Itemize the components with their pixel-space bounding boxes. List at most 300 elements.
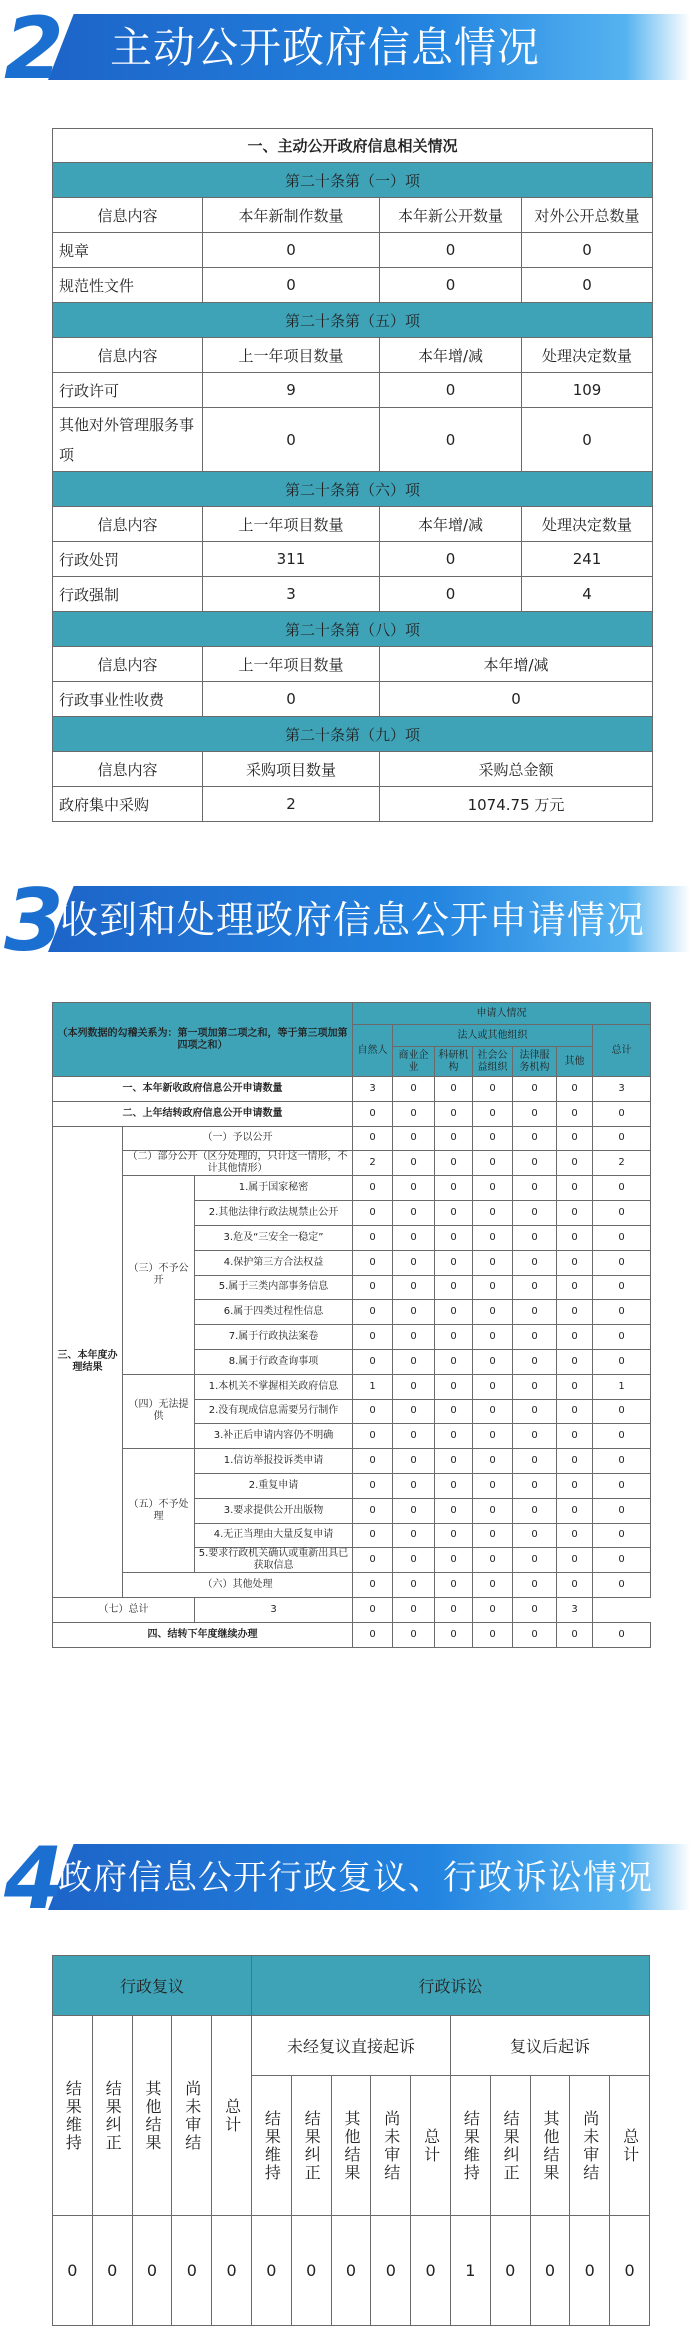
cell: 0 bbox=[513, 1126, 557, 1151]
group-head: 第二十条第（八）项 bbox=[53, 612, 653, 647]
col-header: 其他结果 bbox=[142, 2079, 162, 2152]
col-header: 采购总金额 bbox=[380, 752, 653, 787]
row-label: 一、本年新收政府信息公开申请数量 bbox=[53, 1077, 353, 1102]
col-header: 上一年项目数量 bbox=[203, 507, 380, 542]
review-col bbox=[172, 2016, 212, 2216]
cell: 2 bbox=[353, 1151, 393, 1176]
cell: 其他对外管理服务事项 bbox=[53, 408, 203, 472]
table-row bbox=[53, 408, 653, 472]
row-label: 3.要求提供公开出版物 bbox=[195, 1498, 353, 1523]
after-col bbox=[490, 2076, 530, 2216]
cell: 0 bbox=[473, 1374, 513, 1399]
table-row bbox=[53, 682, 653, 717]
direct-col bbox=[252, 2076, 292, 2216]
cell: 0 bbox=[393, 1101, 435, 1126]
cell: 0 bbox=[435, 1374, 473, 1399]
cell: 0 bbox=[393, 1399, 435, 1424]
cell: 0 bbox=[513, 1449, 557, 1474]
cell: 规范性文件 bbox=[53, 268, 203, 303]
table-row bbox=[53, 1151, 651, 1176]
cell: 0 bbox=[513, 1598, 557, 1623]
cell: 0 bbox=[593, 1573, 651, 1598]
table-row bbox=[53, 373, 653, 408]
cell: 0 bbox=[473, 1498, 513, 1523]
cell: 3 bbox=[203, 577, 380, 612]
cell: 0 bbox=[513, 1424, 557, 1449]
cell: 行政事业性收费 bbox=[53, 682, 203, 717]
row-label: 二、上年结转政府信息公开申请数量 bbox=[53, 1101, 353, 1126]
corner-note: （本列数据的勾稽关系为：第一项加第二项之和，等于第三项加第四项之和） bbox=[53, 1003, 353, 1077]
cell: 0 bbox=[473, 1548, 513, 1573]
cell: 0 bbox=[557, 1275, 593, 1300]
table-row bbox=[53, 268, 653, 303]
cell: 0 bbox=[393, 1523, 435, 1548]
cell: 0 bbox=[593, 1325, 651, 1350]
cell: 0 bbox=[380, 542, 522, 577]
cell: 0 bbox=[513, 1077, 557, 1102]
table-row bbox=[53, 1449, 651, 1474]
cell: 0 bbox=[203, 233, 380, 268]
cell: 1 bbox=[450, 2216, 490, 2326]
table-row bbox=[53, 1573, 651, 1598]
cell: 0 bbox=[513, 1573, 557, 1598]
cell: 0 bbox=[490, 2216, 530, 2326]
review-col bbox=[53, 2016, 93, 2216]
cell: 0 bbox=[513, 1275, 557, 1300]
after-col bbox=[570, 2076, 610, 2216]
cell: 0 bbox=[593, 1275, 651, 1300]
cell: 0 bbox=[380, 408, 522, 472]
cell: 0 bbox=[393, 1275, 435, 1300]
cell: 0 bbox=[557, 1225, 593, 1250]
values-row bbox=[53, 2216, 650, 2326]
cell: 0 bbox=[557, 1325, 593, 1350]
cell: 0 bbox=[353, 1126, 393, 1151]
cell: 0 bbox=[435, 1424, 473, 1449]
cell: 0 bbox=[513, 1250, 557, 1275]
cell: 0 bbox=[353, 1598, 393, 1623]
cell: 0 bbox=[353, 1473, 393, 1498]
cell: 0 bbox=[380, 373, 522, 408]
cell: 0 bbox=[473, 1077, 513, 1102]
section-number: 3 bbox=[4, 871, 64, 971]
col-header: 总计 bbox=[421, 2127, 441, 2164]
cell: 0 bbox=[593, 1126, 651, 1151]
cell: 0 bbox=[513, 1349, 557, 1374]
cell: 0 bbox=[435, 1101, 473, 1126]
col-header: 尚未审结 bbox=[381, 2109, 401, 2182]
cell: 0 bbox=[435, 1176, 473, 1201]
cell: 0 bbox=[53, 2216, 93, 2326]
cell: 0 bbox=[435, 1598, 473, 1623]
col-header: 本年新公开数量 bbox=[380, 198, 522, 233]
cell: 0 bbox=[557, 1126, 593, 1151]
col-header: 结果维持 bbox=[262, 2109, 282, 2182]
cell: 0 bbox=[435, 1250, 473, 1275]
cell: 0 bbox=[513, 1523, 557, 1548]
result-group-label: 三、本年度办理结果 bbox=[53, 1126, 123, 1598]
col-header: 科研机构 bbox=[435, 1047, 473, 1077]
cell: 3 bbox=[593, 1077, 651, 1102]
cell: 0 bbox=[473, 1523, 513, 1548]
cell: 0 bbox=[557, 1151, 593, 1176]
cell: 0 bbox=[435, 1201, 473, 1226]
cell: 0 bbox=[473, 1325, 513, 1350]
cell: 0 bbox=[435, 1473, 473, 1498]
cell: 0 bbox=[593, 1176, 651, 1201]
row-label: 2.没有现成信息需要另行制作 bbox=[195, 1399, 353, 1424]
after-col bbox=[610, 2076, 650, 2216]
section-title: 政府信息公开行政复议、行政诉讼情况 bbox=[58, 1858, 653, 1898]
cell: 0 bbox=[557, 1300, 593, 1325]
cell: 3 bbox=[557, 1598, 593, 1623]
applicant-header: 申请人情况 bbox=[353, 1003, 651, 1025]
cell: 1074.75 万元 bbox=[380, 787, 653, 822]
cell: 0 bbox=[593, 1498, 651, 1523]
row-label: 4.无正当理由大量反复申请 bbox=[195, 1523, 353, 1548]
cell: 0 bbox=[593, 1399, 651, 1424]
col-header: 信息内容 bbox=[53, 338, 203, 373]
cell: 0 bbox=[393, 1374, 435, 1399]
cell: 0 bbox=[557, 1250, 593, 1275]
row-label: 5.要求行政机关确认或重新出具已获取信息 bbox=[195, 1548, 353, 1573]
cell: 行政强制 bbox=[53, 577, 203, 612]
cell: 0 bbox=[203, 408, 380, 472]
cell: 0 bbox=[513, 1498, 557, 1523]
cell: 0 bbox=[435, 1077, 473, 1102]
cell: 政府集中采购 bbox=[53, 787, 203, 822]
cell: 0 bbox=[371, 2216, 411, 2326]
cell: 0 bbox=[353, 1176, 393, 1201]
cell: 0 bbox=[393, 1598, 435, 1623]
section-header-3 bbox=[0, 872, 700, 970]
cell: 0 bbox=[557, 1201, 593, 1226]
subgroup-label: （五）不予处理 bbox=[123, 1449, 195, 1573]
row-label: 2.其他法律行政法规禁止公开 bbox=[195, 1201, 353, 1226]
row-label: 7.属于行政执法案卷 bbox=[195, 1325, 353, 1350]
cell: 0 bbox=[393, 1498, 435, 1523]
review-col bbox=[132, 2016, 172, 2216]
cell: 0 bbox=[610, 2216, 650, 2326]
review-col bbox=[212, 2016, 252, 2216]
cell: 0 bbox=[393, 1622, 435, 1647]
cell: 0 bbox=[435, 1126, 473, 1151]
table-row bbox=[53, 1077, 651, 1102]
cell: 2 bbox=[203, 787, 380, 822]
group-head: 第二十条第（五）项 bbox=[53, 303, 653, 338]
cell: 0 bbox=[473, 1622, 513, 1647]
cell: 0 bbox=[435, 1225, 473, 1250]
col-header: 法律服务机构 bbox=[513, 1047, 557, 1077]
cell: 0 bbox=[380, 233, 522, 268]
cell: 0 bbox=[522, 233, 653, 268]
cell: 0 bbox=[513, 1399, 557, 1424]
cell: 0 bbox=[393, 1424, 435, 1449]
cell: 0 bbox=[203, 682, 380, 717]
cell: 0 bbox=[435, 1548, 473, 1573]
cell: 0 bbox=[172, 2216, 212, 2326]
cell: 0 bbox=[435, 1622, 473, 1647]
table-row bbox=[53, 1101, 651, 1126]
cell: 0 bbox=[593, 1101, 651, 1126]
cell: 0 bbox=[435, 1573, 473, 1598]
cell: 0 bbox=[593, 1622, 651, 1647]
cell: 0 bbox=[380, 577, 522, 612]
cell: 0 bbox=[513, 1300, 557, 1325]
col-header: 结果纠正 bbox=[501, 2109, 521, 2182]
cell: 0 bbox=[473, 1449, 513, 1474]
table-row bbox=[53, 1622, 651, 1647]
col-header: 信息内容 bbox=[53, 198, 203, 233]
cell: 0 bbox=[353, 1548, 393, 1573]
cell: 0 bbox=[513, 1151, 557, 1176]
section-number: 2 bbox=[4, 0, 64, 99]
cell: 311 bbox=[203, 542, 380, 577]
col-header: 其他结果 bbox=[540, 2109, 560, 2182]
cell: 241 bbox=[522, 542, 653, 577]
cell: 0 bbox=[593, 1473, 651, 1498]
col-header: 信息内容 bbox=[53, 647, 203, 682]
cell: 0 bbox=[473, 1473, 513, 1498]
cell: 0 bbox=[353, 1325, 393, 1350]
row-label: 四、结转下年度继续办理 bbox=[53, 1622, 353, 1647]
row-label: （二）部分公开（区分处理的，只计这一情形，不计其他情形） bbox=[123, 1151, 353, 1176]
table-row bbox=[53, 1374, 651, 1399]
row-label: （七）总计 bbox=[53, 1598, 195, 1623]
col-header: 总计 bbox=[222, 2097, 242, 2134]
group-head: 第二十条第（六）项 bbox=[53, 472, 653, 507]
cell: 0 bbox=[435, 1275, 473, 1300]
col-header: 结果纠正 bbox=[103, 2079, 123, 2152]
row-label: 1.属于国家秘密 bbox=[195, 1176, 353, 1201]
cell: 0 bbox=[473, 1151, 513, 1176]
col-header: 社会公益组织 bbox=[473, 1047, 513, 1077]
cell: 0 bbox=[393, 1151, 435, 1176]
col-header: 处理决定数量 bbox=[522, 507, 653, 542]
cell: 0 bbox=[353, 1424, 393, 1449]
cell: 0 bbox=[435, 1523, 473, 1548]
section-header-4 bbox=[0, 1830, 700, 1928]
cell: 0 bbox=[291, 2216, 331, 2326]
cell: 0 bbox=[435, 1151, 473, 1176]
cell: 0 bbox=[557, 1176, 593, 1201]
row-label: 3.补正后申请内容仍不明确 bbox=[195, 1424, 353, 1449]
cell: 0 bbox=[435, 1399, 473, 1424]
cell: 0 bbox=[557, 1473, 593, 1498]
col-header: 本年新制作数量 bbox=[203, 198, 380, 233]
cell: 0 bbox=[353, 1275, 393, 1300]
cell: 0 bbox=[513, 1201, 557, 1226]
row-label: （一）予以公开 bbox=[123, 1126, 353, 1151]
cell: 0 bbox=[393, 1250, 435, 1275]
cell: 0 bbox=[593, 1250, 651, 1275]
col-header: 结果维持 bbox=[461, 2109, 481, 2182]
cell: 0 bbox=[473, 1176, 513, 1201]
cell: 0 bbox=[435, 1449, 473, 1474]
cell: 0 bbox=[393, 1449, 435, 1474]
cell: 0 bbox=[557, 1622, 593, 1647]
cell: 0 bbox=[353, 1573, 393, 1598]
cell: 0 bbox=[393, 1325, 435, 1350]
subgroup-label: （三）不予公开 bbox=[123, 1176, 195, 1374]
col-header: 信息内容 bbox=[53, 507, 203, 542]
cell: 3 bbox=[353, 1077, 393, 1102]
row-label: 1.本机关不掌握相关政府信息 bbox=[195, 1374, 353, 1399]
cell: 0 bbox=[353, 1101, 393, 1126]
natural-person-header: 自然人 bbox=[353, 1025, 393, 1077]
after-col bbox=[530, 2076, 570, 2216]
litigation-header: 行政诉讼 bbox=[252, 1956, 650, 2016]
cell: 0 bbox=[473, 1399, 513, 1424]
cell: 0 bbox=[393, 1473, 435, 1498]
cell: 0 bbox=[393, 1201, 435, 1226]
direct-suit-header: 未经复议直接起诉 bbox=[252, 2016, 451, 2076]
cell: 0 bbox=[473, 1424, 513, 1449]
table-row bbox=[53, 1598, 651, 1623]
cell: 规章 bbox=[53, 233, 203, 268]
row-label: 6.属于四类过程性信息 bbox=[195, 1300, 353, 1325]
table-row bbox=[53, 1126, 651, 1151]
cell: 0 bbox=[353, 1523, 393, 1548]
row-label: 5.属于三类内部事务信息 bbox=[195, 1275, 353, 1300]
review-litigation-table bbox=[52, 1955, 650, 2326]
cell: 0 bbox=[473, 1598, 513, 1623]
col-header: 本年增/减 bbox=[380, 338, 522, 373]
cell: 0 bbox=[353, 1349, 393, 1374]
col-header: 尚未审结 bbox=[580, 2109, 600, 2182]
review-col bbox=[92, 2016, 132, 2216]
table-header-row bbox=[53, 647, 653, 682]
row-label: 1.信访举报投诉类申请 bbox=[195, 1449, 353, 1474]
cell: 0 bbox=[473, 1201, 513, 1226]
direct-col bbox=[291, 2076, 331, 2216]
table-row bbox=[53, 787, 653, 822]
cell: 0 bbox=[593, 1449, 651, 1474]
table-header-row bbox=[53, 507, 653, 542]
cell: 0 bbox=[557, 1498, 593, 1523]
section-title: 收到和处理政府信息公开申请情况 bbox=[60, 898, 646, 942]
row-label: 2.重复申请 bbox=[195, 1473, 353, 1498]
cell: 0 bbox=[473, 1573, 513, 1598]
cell: 0 bbox=[411, 2216, 451, 2326]
cell: 0 bbox=[570, 2216, 610, 2326]
cell: 0 bbox=[393, 1573, 435, 1598]
cell: 0 bbox=[353, 1201, 393, 1226]
cell: 0 bbox=[393, 1300, 435, 1325]
table-header-row bbox=[53, 338, 653, 373]
cell: 0 bbox=[380, 682, 653, 717]
cell: 1 bbox=[593, 1374, 651, 1399]
cell: 0 bbox=[593, 1201, 651, 1226]
direct-col bbox=[331, 2076, 371, 2216]
cell: 0 bbox=[353, 1622, 393, 1647]
cell: 0 bbox=[557, 1349, 593, 1374]
cell: 0 bbox=[435, 1349, 473, 1374]
cell: 0 bbox=[473, 1349, 513, 1374]
cell: 0 bbox=[393, 1349, 435, 1374]
col-header: 总计 bbox=[620, 2127, 640, 2164]
cell: 0 bbox=[593, 1225, 651, 1250]
section-number: 4 bbox=[4, 1829, 64, 1929]
cell: 0 bbox=[522, 408, 653, 472]
proactive-disclosure-table bbox=[52, 128, 653, 822]
application-stats-table bbox=[52, 1002, 651, 1648]
group-head: 第二十条第（九）项 bbox=[53, 717, 653, 752]
col-header: 采购项目数量 bbox=[203, 752, 380, 787]
section-header-2 bbox=[0, 0, 700, 98]
cell: 0 bbox=[513, 1374, 557, 1399]
col-header: 其他 bbox=[557, 1047, 593, 1077]
col-header: 结果纠正 bbox=[302, 2109, 322, 2182]
cell: 0 bbox=[557, 1449, 593, 1474]
cell: 0 bbox=[557, 1374, 593, 1399]
cell: 0 bbox=[473, 1300, 513, 1325]
cell: 0 bbox=[557, 1101, 593, 1126]
col-header: 上一年项目数量 bbox=[203, 338, 380, 373]
cell: 0 bbox=[593, 1300, 651, 1325]
group-head: 第二十条第（一）项 bbox=[53, 163, 653, 198]
col-header: 尚未审结 bbox=[182, 2079, 202, 2152]
col-header: 对外公开总数量 bbox=[522, 198, 653, 233]
cell: 0 bbox=[380, 268, 522, 303]
cell: 0 bbox=[393, 1176, 435, 1201]
cell: 0 bbox=[593, 1523, 651, 1548]
cell: 3 bbox=[195, 1598, 353, 1623]
cell: 0 bbox=[557, 1548, 593, 1573]
col-header: 上一年项目数量 bbox=[203, 647, 380, 682]
table-row bbox=[53, 542, 653, 577]
col-header: 处理决定数量 bbox=[522, 338, 653, 373]
col-header: 结果维持 bbox=[63, 2079, 83, 2152]
cell: 0 bbox=[557, 1424, 593, 1449]
direct-col bbox=[371, 2076, 411, 2216]
cell: 0 bbox=[331, 2216, 371, 2326]
cell: 0 bbox=[353, 1399, 393, 1424]
cell: 0 bbox=[513, 1548, 557, 1573]
cell: 0 bbox=[473, 1250, 513, 1275]
cell: 0 bbox=[212, 2216, 252, 2326]
cell: 0 bbox=[353, 1225, 393, 1250]
cell: 4 bbox=[522, 577, 653, 612]
subgroup-label: （四）无法提供 bbox=[123, 1374, 195, 1448]
cell: 0 bbox=[435, 1300, 473, 1325]
cell: 0 bbox=[435, 1498, 473, 1523]
total-header: 总计 bbox=[593, 1025, 651, 1077]
cell: 0 bbox=[557, 1399, 593, 1424]
cell: 0 bbox=[473, 1126, 513, 1151]
cell: 0 bbox=[513, 1622, 557, 1647]
cell: 行政许可 bbox=[53, 373, 203, 408]
cell: 0 bbox=[513, 1101, 557, 1126]
after-col bbox=[450, 2076, 490, 2216]
cell: 0 bbox=[473, 1101, 513, 1126]
cell: 109 bbox=[522, 373, 653, 408]
table-row bbox=[53, 1176, 651, 1201]
cell: 0 bbox=[203, 268, 380, 303]
row-label: 3.危及“三安全一稳定” bbox=[195, 1225, 353, 1250]
table-header-row bbox=[53, 198, 653, 233]
cell: 0 bbox=[513, 1225, 557, 1250]
row-label: （六）其他处理 bbox=[123, 1573, 353, 1598]
cell: 0 bbox=[513, 1325, 557, 1350]
cell: 0 bbox=[593, 1349, 651, 1374]
review-header: 行政复议 bbox=[53, 1956, 252, 2016]
legal-entity-header: 法人或其他组织 bbox=[393, 1025, 593, 1047]
col-header: 本年增/减 bbox=[380, 507, 522, 542]
cell: 行政处罚 bbox=[53, 542, 203, 577]
cell: 0 bbox=[393, 1077, 435, 1102]
cell: 9 bbox=[203, 373, 380, 408]
